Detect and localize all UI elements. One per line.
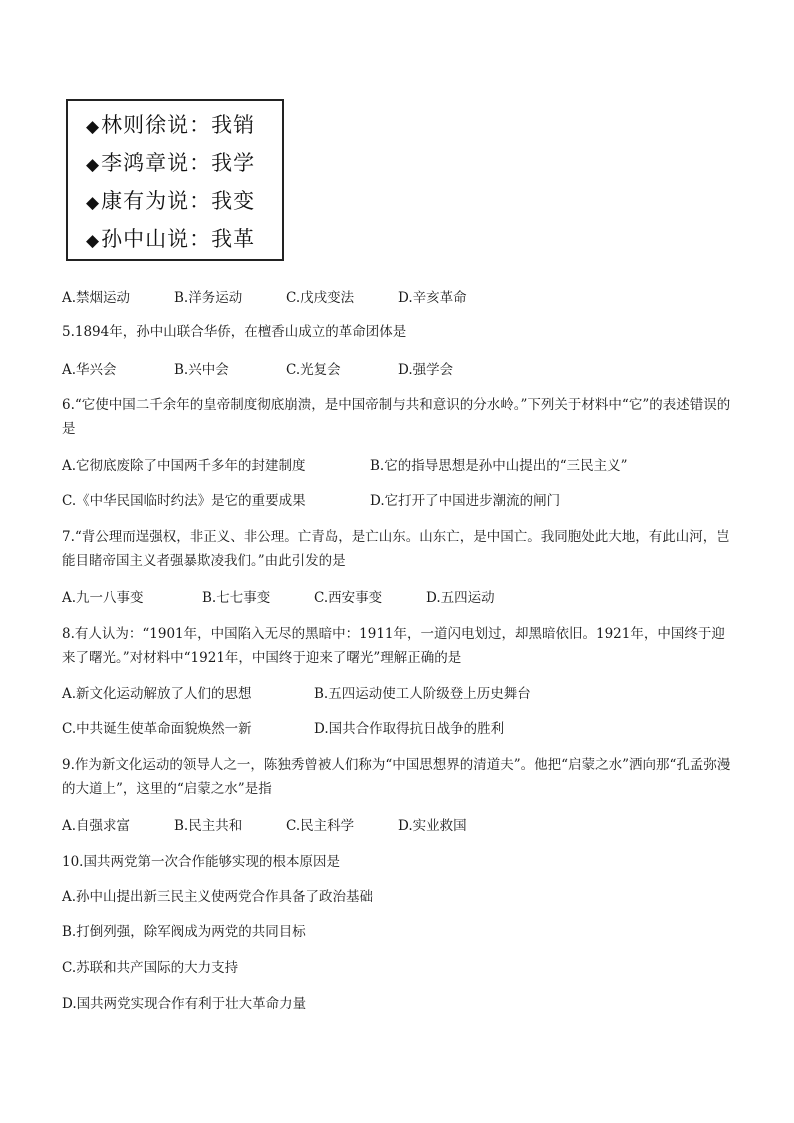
q10-option-a[interactable]: A.孙中山提出新三民主义使两党合作具备了政治基础 bbox=[62, 889, 374, 905]
quote-text: 孙中山说：我革 bbox=[101, 227, 256, 251]
q4-option-a[interactable]: A.禁烟运动 bbox=[62, 290, 131, 306]
q5-option-b[interactable]: B.兴中会 bbox=[174, 362, 229, 378]
q5-option-a[interactable]: A.华兴会 bbox=[62, 362, 117, 378]
q4-option-c[interactable]: C.戊戌变法 bbox=[286, 290, 355, 306]
q9-option-d[interactable]: D.实业救国 bbox=[398, 818, 467, 834]
quote-box bbox=[66, 99, 284, 261]
q10-stem: 10.国共两党第一次合作能够实现的根本原因是 bbox=[62, 854, 340, 870]
q4-option-b[interactable]: B.洋务运动 bbox=[174, 290, 243, 306]
q7-option-a[interactable]: A.九一八事变 bbox=[62, 590, 144, 606]
diamond-bullet-icon: ◆ bbox=[86, 231, 101, 251]
q8-stem: 8.有人认为：“1901年，中国陷入无尽的黑暗中：1911年，一道闪电划过，却黑暗依旧。1921年，中国终于迎来了曙光。”对材料中“1921年，中国终于迎来了曙光”理解正确的是 bbox=[62, 626, 725, 666]
quote-line-sun-zhongshan bbox=[86, 221, 282, 259]
q6-option-a[interactable]: A.它彻底废除了中国两千多年的封建制度 bbox=[62, 458, 306, 474]
q9-option-c[interactable]: C.民主科学 bbox=[286, 818, 355, 834]
q8-option-b[interactable]: B.五四运动使工人阶级登上历史舞台 bbox=[314, 686, 531, 702]
q9-stem: 9.作为新文化运动的领导人之一，陈独秀曾被人们称为“中国思想界的清道夫”。他把“启蒙之水”洒向那“孔孟弥漫的大道上”，这里的“启蒙之水”是指 bbox=[62, 757, 731, 797]
q6-option-b[interactable]: B.它的指导思想是孙中山提出的“三民主义” bbox=[370, 458, 628, 474]
quote-text: 李鸿章说：我学 bbox=[101, 151, 256, 175]
quote-line-li-hongzhang bbox=[86, 145, 282, 183]
quote-line-kang-youwei bbox=[86, 183, 282, 221]
q7-option-b[interactable]: B.七七事变 bbox=[202, 590, 271, 606]
q7-stem: 7.“背公理而逞强权，非正义、非公理。亡青岛，是亡山东。山东亡，是中国亡。我同胞处此大地，有此山河，岂能目睹帝国主义者强暴欺凌我们。”由此引发的是 bbox=[62, 529, 730, 569]
diamond-bullet-icon: ◆ bbox=[86, 155, 101, 175]
quote-text: 林则徐说：我销 bbox=[101, 113, 256, 137]
q8-option-a[interactable]: A.新文化运动解放了人们的思想 bbox=[62, 686, 252, 702]
q5-option-d[interactable]: D.强学会 bbox=[398, 362, 454, 378]
q8-option-d[interactable]: D.国共合作取得抗日战争的胜利 bbox=[314, 721, 505, 737]
q7-option-d[interactable]: D.五四运动 bbox=[426, 590, 495, 606]
diamond-bullet-icon: ◆ bbox=[86, 193, 101, 213]
q9-option-a[interactable]: A.自强求富 bbox=[62, 818, 131, 834]
q6-option-d[interactable]: D.它打开了中国进步潮流的闸门 bbox=[370, 493, 561, 509]
q10-option-d[interactable]: D.国共两党实现合作有利于壮大革命力量 bbox=[62, 996, 307, 1012]
q10-option-b[interactable]: B.打倒列强，除军阀成为两党的共同目标 bbox=[62, 924, 306, 940]
quote-line-lin-zexu bbox=[86, 107, 282, 145]
quote-text: 康有为说：我变 bbox=[101, 189, 256, 213]
q7-option-c[interactable]: C.西安事变 bbox=[314, 590, 383, 606]
q9-option-b[interactable]: B.民主共和 bbox=[174, 818, 243, 834]
q6-stem: 6.“它使中国二千余年的皇帝制度彻底崩溃，是中国帝制与共和意识的分水岭。”下列关于材料中“它”的表述错误的是 bbox=[62, 397, 731, 437]
q5-option-c[interactable]: C.光复会 bbox=[286, 362, 341, 378]
q5-stem: 5.1894年，孙中山联合华侨，在檀香山成立的革命团体是 bbox=[62, 324, 407, 340]
diamond-bullet-icon: ◆ bbox=[86, 117, 101, 137]
q8-option-c[interactable]: C.中共诞生使革命面貌焕然一新 bbox=[62, 721, 252, 737]
q4-option-d[interactable]: D.辛亥革命 bbox=[398, 290, 467, 306]
q10-option-c[interactable]: C.苏联和共产国际的大力支持 bbox=[62, 960, 239, 976]
q6-option-c[interactable]: C.《中华民国临时约法》是它的重要成果 bbox=[62, 493, 306, 509]
